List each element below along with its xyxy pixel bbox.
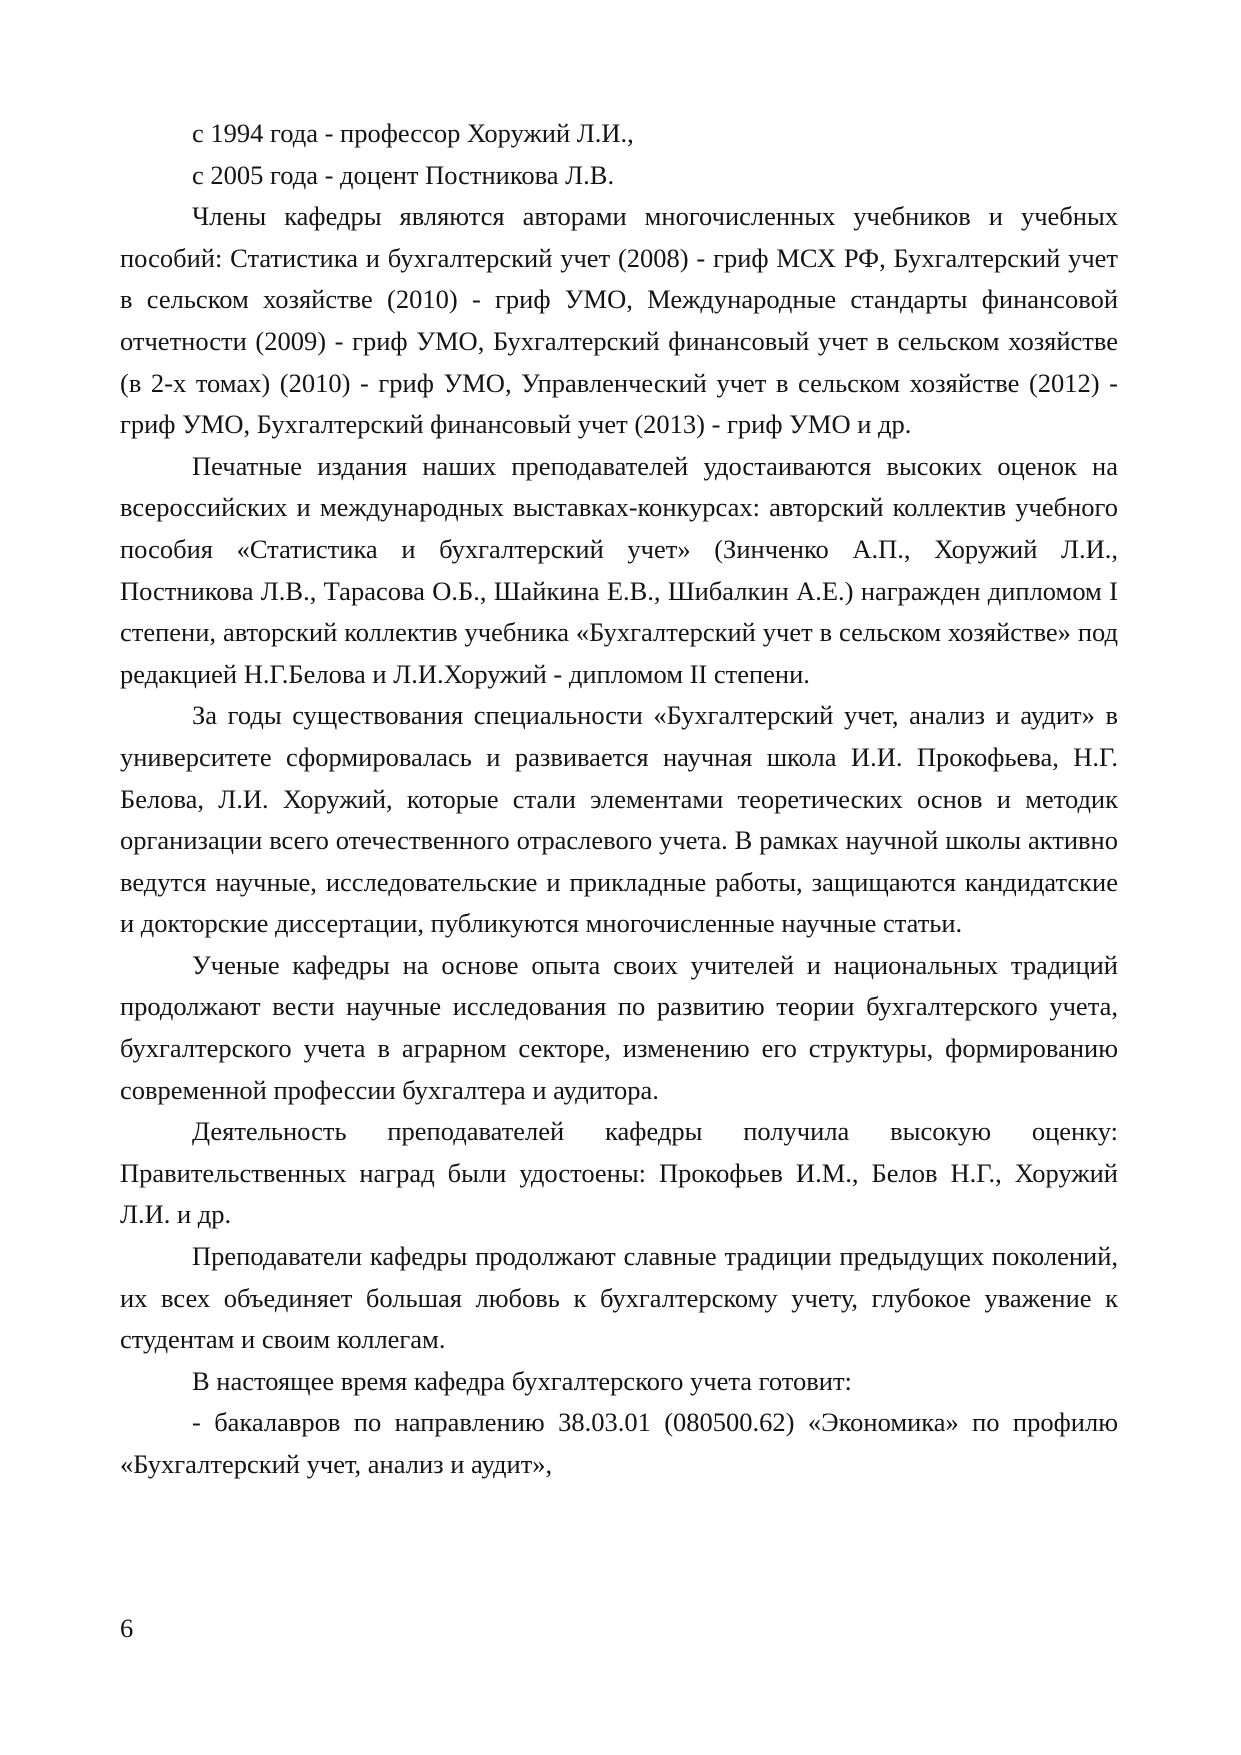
paragraph-traditions: Преподаватели кафедры продолжают славные традиции предыдущих поколений, их всех объединяет большая любовь к бухгалтерскому учету, глубокое уважение к студентам и своим коллегам. [120, 1241, 1118, 1355]
paragraph-research: Ученые кафедры на основе опыта своих учителей и национальных традиций продолжают вести научные исследования по развитию теории бухгалтерского учета, бухгалтерского учета в аграрном секторе, изменению его структуры, формированию современной профессии бухгалтера и аудитора. [120, 949, 1118, 1105]
paragraph-scientific-school: За годы существования специальности «Бухгалтерский учет, анализ и аудит» в университете сформировалась и развивается научная школа И.И. Прокофьева, Н.Г. Белова, Л.И. Хоружий, которые стали элементами теоретических основ и методик организации всего отечественного отраслевого учета. В рамках научной школы активно ведутся научные, исследовательские и прикладные работы, защищаются кандидатские и докторские диссертации, публикуются многочисленные научные статьи. [120, 700, 1118, 939]
paragraph-bachelors: - бакалавров по направлению 38.03.01 (080500.62) «Экономика» по профилю «Бухгалтерский учет, анализ и аудит», [120, 1407, 1118, 1479]
paragraph-awards-publications: Печатные издания наших преподавателей удостаиваются высоких оценок на всероссийских и международных выставках-конкурсах: авторский коллектив учебного пособия «Статистика и бухгалтерский учет» (Зинченко А.П., Хоружий Л.И., Постникова Л.В., Тарасова О.Б., Шайкина Е.В., Шибалкин А.Е.) награжден дипломом I степени, авторский коллектив учебника «Бухгалтерский учет в сельском хозяйстве» под редакцией Н.Г.Белова и Л.И.Хоружий - дипломом II степени. [120, 450, 1118, 689]
paragraph-docent-postnikova: с 2005 года - доцент Постникова Л.В. [192, 159, 615, 190]
page-body [120, 113, 1118, 1486]
page-number: 6 [120, 1613, 134, 1643]
paragraph-textbooks: Члены кафедры являются авторами многочисленных учебников и учебных пособий: Статистика и бухгалтерский учет (2008) - гриф МСХ РФ, Бухгалтерский учет в сельском хозяйстве (2010) - гриф УМО, Международные стандарты финансовой отчетности (2009) - гриф УМО, Бухгалтерский финансовый учет в сельском хозяйстве (в 2-х томах) (2010) - гриф УМО, Управленческий учет в сельском хозяйстве (2012) - гриф УМО, Бухгалтерский финансовый учет (2013) - гриф УМО и др. [120, 201, 1118, 440]
paragraph-currently-prepares: В настоящее время кафедра бухгалтерского учета готовит: [192, 1365, 852, 1396]
paragraph-government-awards: Деятельность преподавателей кафедры получила высокую оценку: Правительственных наград были удостоены: Прокофьев И.М., Белов Н.Г., Хоружий Л.И. и др. [120, 1116, 1118, 1230]
paragraph-prof-horuzhiy: с 1994 года - профессор Хоружий Л.И., [192, 118, 634, 148]
